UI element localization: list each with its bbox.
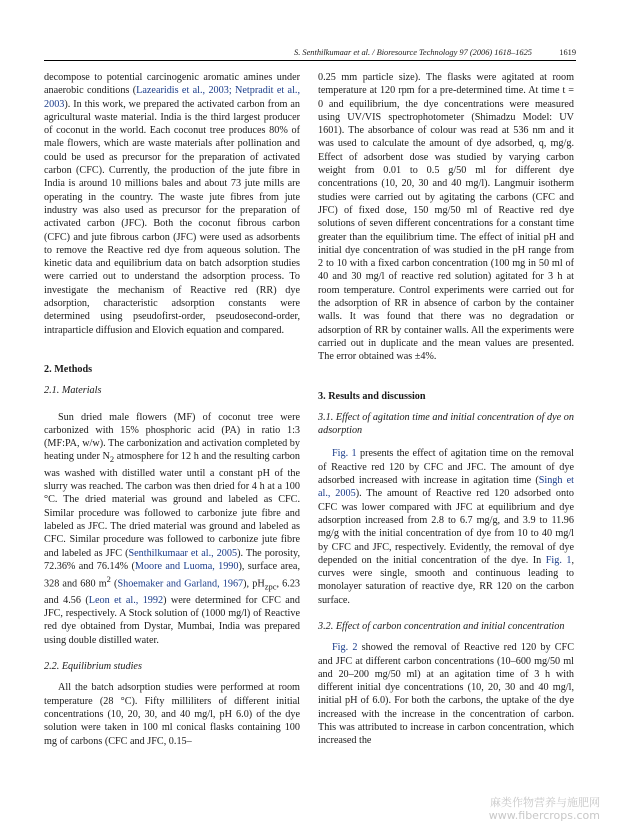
carbon-concentration-paragraph: Fig. 2 showed the removal of Reactive red 120 by CFC and JFC at different carbon concentrations (10–600 mg/50 ml and 20–200 mg/50 ml) at an agitation time of 3 h with different initial dye concentrations (10, 20, 30 and 40 mg/l, initial pH of 6.0). For both the carbons, the uptake of the dye increased with the increase in the concentration of carbon. This was attributed to increase in carbon concentration, which increased the bbox=[318, 642, 574, 747]
figure-link[interactable]: Fig. 2 bbox=[332, 642, 358, 654]
citation-link[interactable]: Shoemaker and Garland, 1967 bbox=[117, 578, 244, 590]
materials-paragraph: Sun dried male flowers (MF) of coconut tree were carbonized with 15% phosphoric acid (PA) in ratio 1:3 (MF:PA, w/w). The carbonization and activation completed by heating under $N_2$ atmosphere for 12 h and the resulting carbon was washed with distilled water until a constant pH of the slurry was reached. The carbon was then dried for 4 h at a 100 °C. The dried material was ground and labeled as CFC. Similar procedure was followed to carbonize jute fibre and labeled as JFC. The dried material was ground and labeled as CFC. Similar procedure was followed to carbonize jute fibre and labeled as JFC (Senthilkumaar et al., 2005). The porosity, 72.36% and 76.14% (Moore and Luoma, 1990), surface area, 328 and 680 $m^2$ (Shoemaker and Garland, 1967), $pH_{zpc}$, 6.23 and 4.56 (Leon et al., 1992) were determined for CFC and JFC, respectively. A Stock solution of (1000 mg/l) of Reactive red dye obtained from Dystar, Mumbai, India was prepared using double distilled water. bbox=[44, 411, 301, 646]
citation-link[interactable]: Senthilkumaar et al., 2005 bbox=[128, 547, 238, 559]
figure-link[interactable]: Fig. 1 bbox=[545, 554, 572, 566]
citation-link[interactable]: Singh et al., 2005 bbox=[318, 475, 574, 500]
subsection-heading: 2.1. Materials bbox=[44, 385, 102, 397]
citation-link[interactable]: Leon et al., 1992 bbox=[88, 594, 164, 606]
subsection-heading: 2.2. Equilibrium studies bbox=[44, 661, 142, 673]
section-heading: 2. Methods bbox=[44, 363, 93, 375]
section-heading: 3. Results and discussion bbox=[318, 390, 426, 402]
methods-continued-paragraph: 0.25 mm particle size). The flasks were agitated at room temperature at 120 rpm for a pre-determined time. At time t = 0 and equilibrium, the dye concentrations were measured using UV/VIS spectrophotometer (Shimadzu Model: UV 1601). The absorbance of colour was read at 536 nm and it was used to calculate the amount of dye adsorbed, q, mg/g. Effect of adsorbent dose was studied by varying carbon weight from 0.01 to 0.5 g/50 ml for different dye concentrations (10, 20, 30 and 40 mg/l). Langmuir isotherm studies were carried out by agitating the carbons (CFC and JFC) of fixed dose, 150 mg/50 ml of Reactive red dye solutions of seven different concentrations for a constant time greater than the equilibrium time. The effect of initial pH and initial dye concentration of was studied in the pH range from 2 to 10 with a fixed carbon concentration (100 mg in 50 ml of 40 and 30 mg/l of reactive red solution) agitated for 3 h at room temperature. Control experiments were carried out for the adsorption of RR in absence of carbon by the container walls. It was found that there was no degradation or adsorption of RR by container walls. All the experiments were carried out in duplicate and the mean values are presented. The error obtained was ±4%. bbox=[318, 72, 574, 363]
header-rule bbox=[44, 60, 576, 61]
citation-link[interactable]: Lazearidis et al., 2003; Netpradit et al., 2003 bbox=[44, 85, 300, 110]
equilibrium-paragraph: All the batch adsorption studies were performed at room temperature (28 °C). Fifty milliliters of different initial concentrations (10, 20, 30, and 40 mg/l, pH 6.0) of the dye solution were taken in 100 ml conical flasks containing 100 mg of carbons (CFC and JFC, 0.15– bbox=[44, 682, 300, 747]
right-column bbox=[318, 71, 574, 748]
page-number: 1619 bbox=[559, 48, 576, 57]
agitation-paragraph: Fig. 1 presents the effect of agitation time on the removal of Reactive red 120 by CFC and JFC. The amount of dye adsorbed increased with increase in agitation time (Singh et al., 2005). The amount of Reactive red 120 adsorbed onto CFC was lower compared with JFC at equilibrium and dye adsorption increased from 2.8 to 6.7 mg/g, and 3.9 to 11.96 mg/g with the initial concentration of dye from 10 to 40 mg/l by CFC and JFC, respectively. Evidently, the removal of dye depended on the initial concentration of the dye. In Fig. 1, curves were single, smooth and continuous leading to monolayer saturation of reactive dye, RR 120 on the carbon surface. bbox=[318, 448, 575, 606]
subsection-heading: 3.2. Effect of carbon concentration and initial concentration bbox=[318, 620, 565, 632]
subsection-heading: 3.1. Effect of agitation time and initial concentration of dye on adsorption bbox=[318, 411, 574, 437]
left-column bbox=[44, 71, 300, 748]
citation-link[interactable]: Moore and Luoma, 1990 bbox=[134, 560, 239, 572]
intro-paragraph: decompose to potential carcinogenic aromatic amines under anaerobic conditions (Lazearidis et al., 2003; Netpradit et al., 2003). In this work, we prepared the activated carbon from an agricultural waste material. India is the third largest producer of coconut in the world. Each coconut tree produces 80% of male flowers, which are waste materials after pollination and could be used as precursor for the preparation of activated carbon (CFC). Currently, the production of the jute fibre in India is around 10 millions bales and about 73 jute mills are operating in the country. The waste jute fibres from jute industry was also used as precursor for the preparation of activated carbon (JFC). Both the coconut fibrous carbon (CFC) and jute fibrous carbon (JFC) were used as adsorbents to remove the Reactive red dye from aqueous solution. The kinetic data and equilibrium data on batch adsorption studies were carried out to understand the adsorption process. To investigate the mechanism of Reactive red (RR) dye adsorption, characteristic adsorption constants were determined using pseudofirst-order, pseudosecond-order, intraparticle diffusion and Elovich equation and compared. bbox=[44, 72, 300, 336]
figure-link[interactable]: Fig. 1 bbox=[332, 448, 357, 460]
running-head: S. Senthilkumaar et al. / Bioresource Technology 97 (2006) 1618–1625 bbox=[294, 48, 532, 57]
watermark: 麻类作物营养与施肥网 www.fibercrops.com bbox=[488, 796, 600, 822]
